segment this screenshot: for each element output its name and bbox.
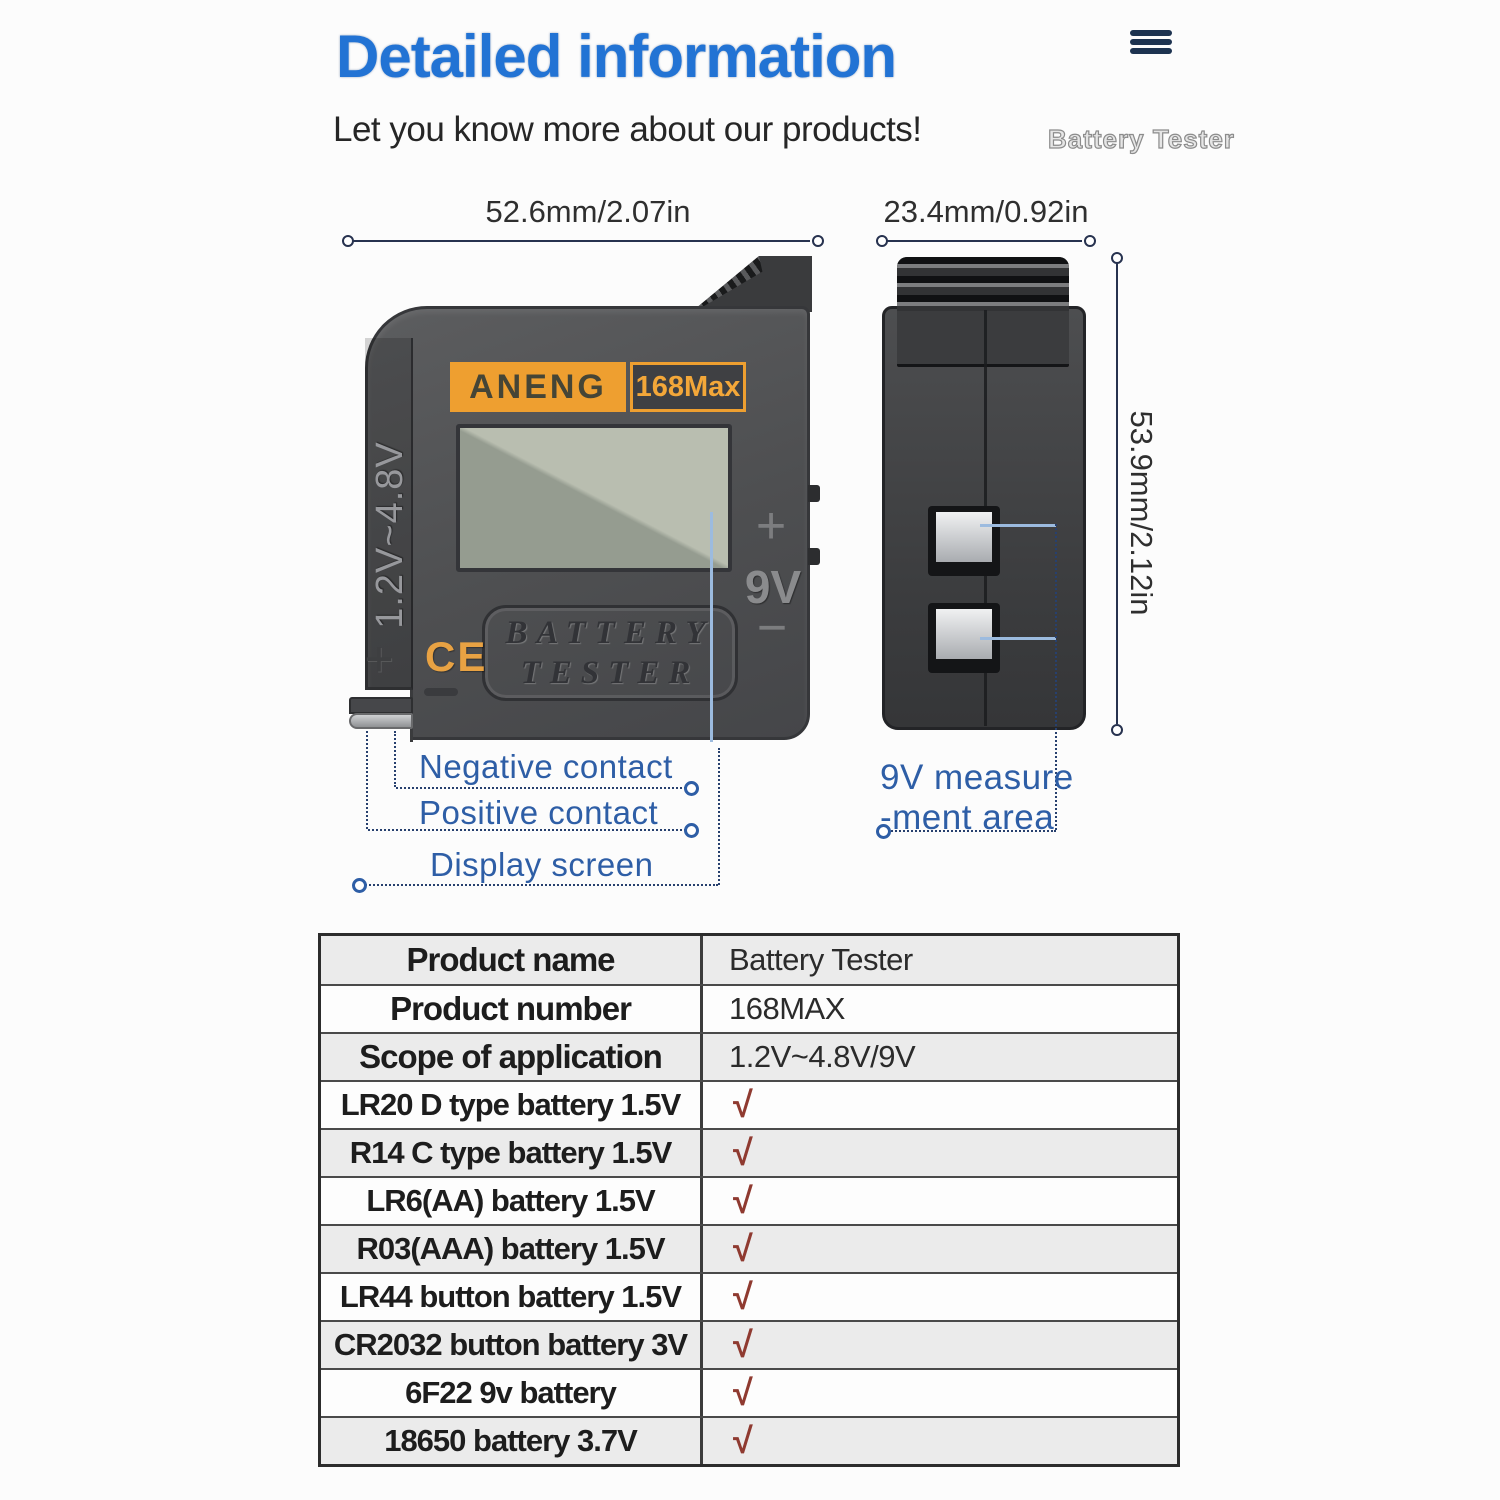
plate-text-line1: BATTERY (505, 615, 715, 651)
side-width-dimension-label: 23.4mm/0.92in (883, 194, 1089, 229)
side-tab (808, 485, 820, 502)
leader-line (980, 524, 1056, 527)
spec-label: R03(AAA) battery 1.5V (321, 1226, 703, 1272)
table-row (321, 936, 1177, 984)
positive-mark-right: + (755, 497, 787, 555)
leader-line (396, 787, 690, 789)
display-screen-label: Display screen (430, 846, 654, 883)
page-subtitle: Let you know more about our products! (333, 110, 922, 149)
brand-badge: ANENG (450, 362, 626, 412)
contact-metal (936, 609, 992, 659)
spec-label: 18650 battery 3.7V (321, 1418, 703, 1464)
negative-mark-right: − (756, 599, 788, 657)
nine-volt-label: 9V (744, 561, 802, 613)
voltage-range-label: 1.2V~4.8V (369, 441, 411, 629)
plate-text-line2: TESTER (520, 655, 700, 691)
positive-contact-label: Positive contact (419, 794, 659, 831)
menu-icon-bar (1130, 48, 1172, 54)
negative-contact-plate (349, 713, 413, 729)
negative-mark-bottom (424, 688, 458, 696)
menu-icon-bar (1130, 30, 1172, 36)
table-row (321, 1272, 1177, 1320)
leader-line (368, 829, 690, 831)
leader-line (718, 748, 720, 885)
dimension-endpoint (1111, 724, 1123, 736)
dimension-endpoint (812, 235, 824, 247)
clip-ridges (897, 257, 1069, 311)
table-row (321, 1368, 1177, 1416)
positive-mark-left: + (364, 631, 394, 687)
check-mark: √ (733, 1180, 753, 1221)
lcd-display (456, 424, 732, 572)
menu-icon (1130, 30, 1172, 57)
side-height-dimension-label: 53.9mm/2.12in (1124, 410, 1159, 616)
dimension-endpoint (876, 235, 888, 247)
check-mark: √ (733, 1084, 753, 1125)
table-row (321, 1080, 1177, 1128)
table-row (321, 1320, 1177, 1368)
spec-label: Scope of application (321, 1034, 703, 1080)
side-tab (808, 548, 820, 565)
dimension-endpoint (1111, 252, 1123, 264)
spec-value: 168MAX (729, 991, 845, 1026)
spec-label: LR44 button battery 1.5V (321, 1274, 703, 1320)
check-mark: √ (733, 1228, 753, 1269)
menu-icon-bar (1130, 39, 1172, 45)
dimension-line (352, 240, 810, 242)
contact-metal (936, 512, 992, 562)
dimension-endpoint (342, 235, 354, 247)
check-mark: √ (733, 1276, 753, 1317)
spec-label: Product name (321, 936, 703, 984)
check-mark: √ (733, 1372, 753, 1413)
thumbwheel (694, 256, 812, 312)
table-row (321, 1224, 1177, 1272)
leader-line (362, 884, 718, 886)
page-title: Detailed information (336, 23, 897, 90)
9v-measurement-label-line2: -ment area (880, 798, 1055, 837)
spec-table (318, 933, 1180, 1467)
dimension-line (1116, 262, 1118, 724)
table-row (321, 984, 1177, 1032)
leader-line (366, 731, 368, 829)
model-badge: 168Max (630, 362, 746, 412)
spec-value: 1.2V~4.8V/9V (729, 1039, 916, 1074)
battery-tester-plate (482, 605, 738, 701)
leader-dot (684, 781, 699, 796)
dimension-endpoint (1084, 235, 1096, 247)
spec-label: Product number (321, 986, 703, 1032)
table-row (321, 1032, 1177, 1080)
negative-contact-label: Negative contact (419, 748, 673, 785)
spec-label: 6F22 9v battery (321, 1370, 703, 1416)
table-row (321, 1416, 1177, 1464)
table-row (321, 1128, 1177, 1176)
table-row (321, 1176, 1177, 1224)
spec-label: LR20 D type battery 1.5V (321, 1082, 703, 1128)
slider-foot (349, 697, 413, 714)
check-mark: √ (733, 1324, 753, 1365)
leader-dot (352, 878, 367, 893)
spec-label: R14 C type battery 1.5V (321, 1130, 703, 1176)
front-width-dimension-label: 52.6mm/2.07in (485, 194, 691, 229)
dimension-line (886, 240, 1082, 242)
watermark-text: Battery Tester (1048, 124, 1235, 154)
spec-value: Battery Tester (729, 942, 913, 977)
display-leader-line (710, 512, 713, 742)
spec-label: CR2032 button battery 3V (321, 1322, 703, 1368)
ce-mark: CE (425, 633, 488, 680)
9v-measurement-label-line1: 9V measure (880, 758, 1074, 797)
leader-dot (684, 823, 699, 838)
leader-line (394, 731, 396, 787)
check-mark: √ (733, 1132, 753, 1173)
spec-label: LR6(AA) battery 1.5V (321, 1178, 703, 1224)
leader-line (980, 637, 1056, 640)
check-mark: √ (733, 1420, 753, 1461)
9v-contact-upper (928, 506, 1000, 576)
